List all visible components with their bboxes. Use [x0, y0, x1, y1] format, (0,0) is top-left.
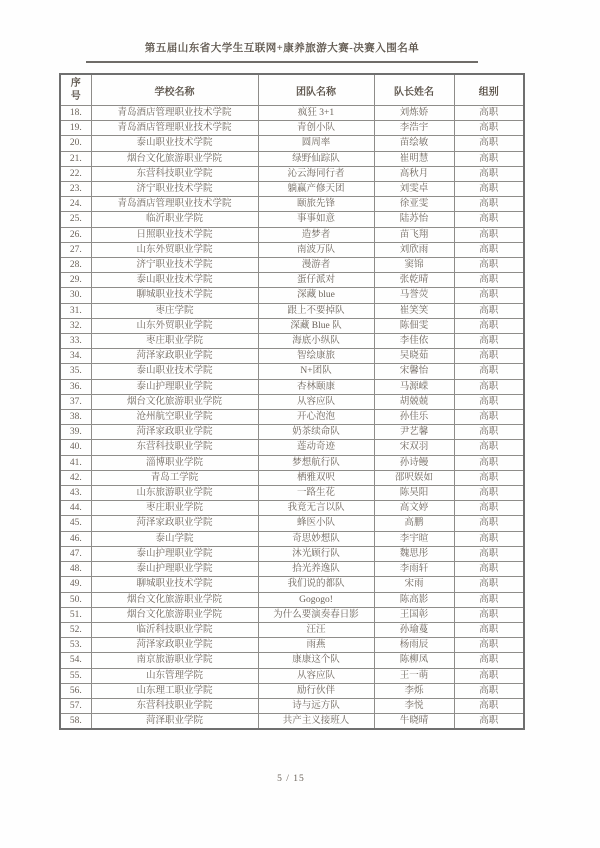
captain-name-cell: 孙瑜蔓 [374, 622, 454, 637]
table-row [60, 121, 524, 136]
school-name-cell: 泰山职业技术学院 [91, 136, 258, 151]
school-name-cell: 烟台文化旅游职业学院 [91, 151, 258, 166]
table-row [60, 638, 524, 653]
team-name-cell: 疯狂 3+1 [258, 106, 374, 121]
table-row [60, 714, 524, 730]
school-name-cell: 泰山护理职业学院 [91, 546, 258, 561]
team-name-cell: 蜂医小队 [258, 516, 374, 531]
table-row [60, 425, 524, 440]
team-name-cell: 海底小纵队 [258, 334, 374, 349]
team-name-cell: N+团队 [258, 364, 374, 379]
school-name-cell: 聊城职业技术学院 [91, 288, 258, 303]
team-name-cell: 蛋仔派对 [258, 273, 374, 288]
row-number-cell: 39. [60, 425, 91, 440]
page-title: 第五届山东省大学生互联网+康养旅游大赛-决赛入围名单 [144, 43, 420, 54]
school-name-cell: 枣庄职业学院 [91, 334, 258, 349]
school-name-cell: 烟台文化旅游职业学院 [91, 394, 258, 409]
group-cell: 高职 [454, 455, 524, 470]
team-name-cell: 造梦者 [258, 227, 374, 242]
team-name-cell: 诗与远方队 [258, 698, 374, 713]
group-cell: 高职 [454, 197, 524, 212]
captain-name-cell: 李佳依 [374, 334, 454, 349]
captain-name-cell: 陈昊阳 [374, 486, 454, 501]
table-row [60, 410, 524, 425]
row-number-cell: 22. [60, 166, 91, 181]
row-number-cell: 28. [60, 258, 91, 273]
group-cell: 高职 [454, 653, 524, 668]
row-number-cell: 32. [60, 318, 91, 333]
group-cell: 高职 [454, 440, 524, 455]
table-row [60, 364, 524, 379]
table-row [60, 136, 524, 151]
table-row [60, 516, 524, 531]
table-row [60, 227, 524, 242]
row-number-cell: 56. [60, 683, 91, 698]
row-number-cell: 44. [60, 501, 91, 516]
group-cell: 高职 [454, 288, 524, 303]
captain-name-cell: 邵呎娱如 [374, 470, 454, 485]
table-row [60, 486, 524, 501]
table-row [60, 212, 524, 227]
group-cell: 高职 [454, 622, 524, 637]
row-number-cell: 41. [60, 455, 91, 470]
team-name-cell: 事事如意 [258, 212, 374, 227]
school-name-cell: 菏泽家政职业学院 [91, 516, 258, 531]
team-name-cell: 励行伙伴 [258, 683, 374, 698]
captain-name-cell: 孙诗鳗 [374, 455, 454, 470]
column-header-1: 学校名称 [91, 74, 258, 106]
captain-name-cell: 王国彰 [374, 607, 454, 622]
column-header-0 [60, 74, 91, 106]
captain-name-cell: 李宇暄 [374, 531, 454, 546]
school-name-cell: 南京旅游职业学院 [91, 653, 258, 668]
team-name-cell: 深藏 blue [258, 288, 374, 303]
table-row [60, 683, 524, 698]
school-name-cell: 山东外贸职业学院 [91, 242, 258, 257]
group-cell: 高职 [454, 486, 524, 501]
school-name-cell: 烟台文化旅游职业学院 [91, 592, 258, 607]
team-name-cell: 栖雅双呎 [258, 470, 374, 485]
table-row [60, 622, 524, 637]
table-header-row [60, 74, 524, 106]
group-cell: 高职 [454, 698, 524, 713]
table-row [60, 166, 524, 181]
group-cell: 高职 [454, 106, 524, 121]
team-name-cell: 一路生花 [258, 486, 374, 501]
row-number-cell: 40. [60, 440, 91, 455]
row-number-cell: 24. [60, 197, 91, 212]
row-number-cell: 21. [60, 151, 91, 166]
table-row [60, 607, 524, 622]
team-name-cell: 绿野仙踪队 [258, 151, 374, 166]
school-name-cell: 泰山学院 [91, 531, 258, 546]
captain-name-cell: 陆苏怡 [374, 212, 454, 227]
school-name-cell: 临沂科技职业学院 [91, 622, 258, 637]
school-name-cell: 青岛酒店管理职业技术学院 [91, 106, 258, 121]
captain-name-cell: 窦锦 [374, 258, 454, 273]
team-name-cell: 莲动奇迹 [258, 440, 374, 455]
row-number-cell: 45. [60, 516, 91, 531]
table-row [60, 668, 524, 683]
school-name-cell: 聊城职业技术学院 [91, 577, 258, 592]
group-cell: 高职 [454, 577, 524, 592]
table-row [60, 653, 524, 668]
group-cell: 高职 [454, 227, 524, 242]
page-number: 5 / 15 [277, 774, 305, 784]
group-cell: 高职 [454, 470, 524, 485]
school-name-cell: 泰山职业技术学院 [91, 273, 258, 288]
group-cell: 高职 [454, 166, 524, 181]
group-cell: 高职 [454, 379, 524, 394]
captain-name-cell: 王一萌 [374, 668, 454, 683]
group-cell: 高职 [454, 273, 524, 288]
group-cell: 高职 [454, 303, 524, 318]
table-row [60, 379, 524, 394]
row-number-cell: 54. [60, 653, 91, 668]
row-number-cell: 36. [60, 379, 91, 394]
table-row [60, 242, 524, 257]
team-name-cell: 杏林颐康 [258, 379, 374, 394]
group-cell: 高职 [454, 607, 524, 622]
row-number-cell: 37. [60, 394, 91, 409]
row-number-cell: 18. [60, 106, 91, 121]
row-number-cell: 47. [60, 546, 91, 561]
team-name-cell: 奶茶续命队 [258, 425, 374, 440]
team-name-cell: 开心泡泡 [258, 410, 374, 425]
captain-name-cell: 李浩宇 [374, 121, 454, 136]
row-number-cell: 58. [60, 714, 91, 730]
school-name-cell: 菏泽职业学院 [91, 714, 258, 730]
group-cell: 高职 [454, 425, 524, 440]
captain-name-cell: 刘雯卓 [374, 182, 454, 197]
row-number-cell: 20. [60, 136, 91, 151]
table-row [60, 197, 524, 212]
captain-name-cell: 李悦 [374, 698, 454, 713]
table-row [60, 106, 524, 121]
team-name-cell: 汪汪 [258, 622, 374, 637]
school-name-cell: 山东理工职业学院 [91, 683, 258, 698]
captain-name-cell: 李雨轩 [374, 562, 454, 577]
team-name-cell: 康康这个队 [258, 653, 374, 668]
group-cell: 高职 [454, 258, 524, 273]
team-name-cell: 共产主义接班人 [258, 714, 374, 730]
school-name-cell: 山东外贸职业学院 [91, 318, 258, 333]
table-row [60, 440, 524, 455]
group-cell: 高职 [454, 136, 524, 151]
group-cell: 高职 [454, 121, 524, 136]
group-cell: 高职 [454, 501, 524, 516]
row-number-cell: 31. [60, 303, 91, 318]
school-name-cell: 山东管理学院 [91, 668, 258, 683]
row-number-cell: 49. [60, 577, 91, 592]
row-number-cell: 52. [60, 622, 91, 637]
captain-name-cell: 高文婷 [374, 501, 454, 516]
group-cell: 高职 [454, 334, 524, 349]
captain-name-cell: 李烁 [374, 683, 454, 698]
group-cell: 高职 [454, 182, 524, 197]
table-row [60, 334, 524, 349]
captain-name-cell: 张乾晴 [374, 273, 454, 288]
table-row [60, 273, 524, 288]
team-name-cell: 圆周率 [258, 136, 374, 151]
row-number-cell: 23. [60, 182, 91, 197]
school-name-cell: 济宁职业技术学院 [91, 258, 258, 273]
captain-name-cell: 杨雨辰 [374, 638, 454, 653]
team-name-cell: 深藏 Blue 队 [258, 318, 374, 333]
row-number-cell: 42. [60, 470, 91, 485]
finalist-roster-table [59, 73, 525, 730]
captain-name-cell: 徐亚雯 [374, 197, 454, 212]
school-name-cell: 济宁职业技术学院 [91, 182, 258, 197]
column-header-4: 组别 [454, 74, 524, 106]
captain-name-cell: 吴晓茹 [374, 349, 454, 364]
school-name-cell: 枣庄学院 [91, 303, 258, 318]
row-number-cell: 26. [60, 227, 91, 242]
group-cell: 高职 [454, 668, 524, 683]
column-header-3: 队长姓名 [374, 74, 454, 106]
table-row [60, 592, 524, 607]
group-cell: 高职 [454, 410, 524, 425]
row-number-cell: 25. [60, 212, 91, 227]
row-number-cell: 27. [60, 242, 91, 257]
captain-name-cell: 崔明慧 [374, 151, 454, 166]
table-row [60, 698, 524, 713]
captain-name-cell: 胡兢兢 [374, 394, 454, 409]
captain-name-cell: 魏思彤 [374, 546, 454, 561]
captain-name-cell: 刘炼娇 [374, 106, 454, 121]
captain-name-cell: 马源嵘 [374, 379, 454, 394]
team-name-cell: 从容应队 [258, 668, 374, 683]
table-body [60, 106, 524, 730]
captain-name-cell: 宋雨 [374, 577, 454, 592]
captain-name-cell: 刘欣雨 [374, 242, 454, 257]
table-row [60, 455, 524, 470]
group-cell: 高职 [454, 714, 524, 730]
table-row [60, 470, 524, 485]
captain-name-cell: 陈柳凤 [374, 653, 454, 668]
school-name-cell: 山东旅游职业学院 [91, 486, 258, 501]
team-name-cell: Gogogo! [258, 592, 374, 607]
team-name-cell: 奇思妙想队 [258, 531, 374, 546]
table-row [60, 394, 524, 409]
column-header-label: 序号 [70, 77, 81, 102]
school-name-cell: 菏泽家政职业学院 [91, 638, 258, 653]
table-row [60, 318, 524, 333]
group-cell: 高职 [454, 531, 524, 546]
captain-name-cell: 崔笑笑 [374, 303, 454, 318]
group-cell: 高职 [454, 151, 524, 166]
table-row [60, 303, 524, 318]
school-name-cell: 泰山护理职业学院 [91, 562, 258, 577]
team-name-cell: 梦想航行队 [258, 455, 374, 470]
captain-name-cell: 宋馨怡 [374, 364, 454, 379]
table-row [60, 501, 524, 516]
school-name-cell: 临沂职业学院 [91, 212, 258, 227]
school-name-cell: 菏泽家政职业学院 [91, 349, 258, 364]
captain-name-cell: 宋双羽 [374, 440, 454, 455]
team-name-cell: 躺赢产修天团 [258, 182, 374, 197]
captain-name-cell: 马誉荧 [374, 288, 454, 303]
table-row [60, 288, 524, 303]
table-row [60, 562, 524, 577]
school-name-cell: 青岛酒店管理职业技术学院 [91, 121, 258, 136]
row-number-cell: 53. [60, 638, 91, 653]
school-name-cell: 枣庄职业学院 [91, 501, 258, 516]
group-cell: 高职 [454, 242, 524, 257]
row-number-cell: 57. [60, 698, 91, 713]
captain-name-cell: 高秋月 [374, 166, 454, 181]
captain-name-cell: 孙佳乐 [374, 410, 454, 425]
group-cell: 高职 [454, 212, 524, 227]
table-row [60, 258, 524, 273]
row-number-cell: 51. [60, 607, 91, 622]
group-cell: 高职 [454, 516, 524, 531]
group-cell: 高职 [454, 394, 524, 409]
school-name-cell: 菏泽家政职业学院 [91, 425, 258, 440]
captain-name-cell: 陈佃雯 [374, 318, 454, 333]
table-row [60, 577, 524, 592]
team-name-cell: 颐旅先锋 [258, 197, 374, 212]
group-cell: 高职 [454, 592, 524, 607]
row-number-cell: 30. [60, 288, 91, 303]
team-name-cell: 拾光养逸队 [258, 562, 374, 577]
school-name-cell: 烟台文化旅游职业学院 [91, 607, 258, 622]
group-cell: 高职 [454, 638, 524, 653]
group-cell: 高职 [454, 318, 524, 333]
school-name-cell: 日照职业技术学院 [91, 227, 258, 242]
captain-name-cell: 牛晓晴 [374, 714, 454, 730]
row-number-cell: 38. [60, 410, 91, 425]
row-number-cell: 19. [60, 121, 91, 136]
group-cell: 高职 [454, 683, 524, 698]
row-number-cell: 48. [60, 562, 91, 577]
team-name-cell: 为什么要演奏春日影 [258, 607, 374, 622]
captain-name-cell: 苗飞翔 [374, 227, 454, 242]
row-number-cell: 43. [60, 486, 91, 501]
team-name-cell: 沐光顾行队 [258, 546, 374, 561]
title-underline [86, 61, 478, 63]
captain-name-cell: 苗绘敏 [374, 136, 454, 151]
captain-name-cell: 高鹏 [374, 516, 454, 531]
school-name-cell: 淄博职业学院 [91, 455, 258, 470]
team-name-cell: 我竟无言以队 [258, 501, 374, 516]
row-number-cell: 29. [60, 273, 91, 288]
school-name-cell: 青岛工学院 [91, 470, 258, 485]
row-number-cell: 46. [60, 531, 91, 546]
team-name-cell: 智绘康旅 [258, 349, 374, 364]
row-number-cell: 34. [60, 349, 91, 364]
team-name-cell: 沁云海同行者 [258, 166, 374, 181]
table-row [60, 349, 524, 364]
team-name-cell: 青创小队 [258, 121, 374, 136]
group-cell: 高职 [454, 364, 524, 379]
team-name-cell: 从容应队 [258, 394, 374, 409]
school-name-cell: 泰山职业技术学院 [91, 364, 258, 379]
row-number-cell: 33. [60, 334, 91, 349]
school-name-cell: 泰山护理职业学院 [91, 379, 258, 394]
team-name-cell: 雨燕 [258, 638, 374, 653]
team-name-cell: 漫游者 [258, 258, 374, 273]
captain-name-cell: 尹艺馨 [374, 425, 454, 440]
table-row [60, 546, 524, 561]
school-name-cell: 东营科技职业学院 [91, 440, 258, 455]
school-name-cell: 东营科技职业学院 [91, 166, 258, 181]
group-cell: 高职 [454, 349, 524, 364]
school-name-cell: 青岛酒店管理职业技术学院 [91, 197, 258, 212]
team-name-cell: 南波万队 [258, 242, 374, 257]
team-name-cell: 我们说的都队 [258, 577, 374, 592]
captain-name-cell: 陈高影 [374, 592, 454, 607]
table-row [60, 151, 524, 166]
group-cell: 高职 [454, 562, 524, 577]
row-number-cell: 35. [60, 364, 91, 379]
table-row [60, 531, 524, 546]
table-row [60, 182, 524, 197]
row-number-cell: 55. [60, 668, 91, 683]
column-header-2: 团队名称 [258, 74, 374, 106]
school-name-cell: 东营科技职业学院 [91, 698, 258, 713]
team-name-cell: 跟上不要掉队 [258, 303, 374, 318]
row-number-cell: 50. [60, 592, 91, 607]
school-name-cell: 沧州航空职业学院 [91, 410, 258, 425]
group-cell: 高职 [454, 546, 524, 561]
